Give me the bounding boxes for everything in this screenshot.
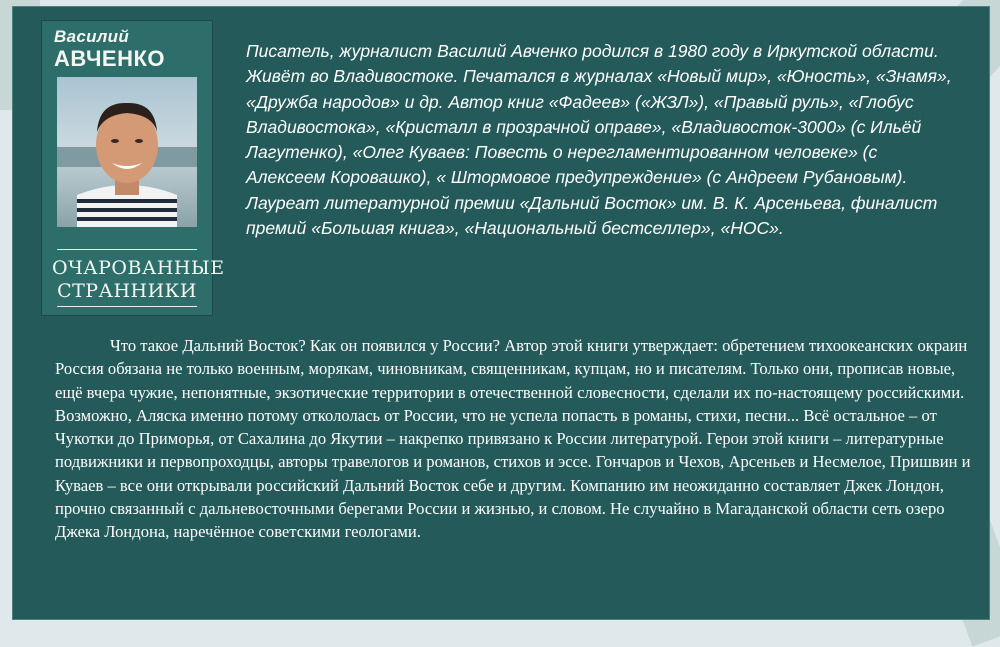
author-bio-text: Писатель, журналист Василий Авченко родился в 1980 году в Иркутской области. Живёт во Владивостоке. Печатался в журналах «Новый мир», «Юность», «Знамя», «Дружба народов» и др. Автор книг «Фадеев» («ЖЗЛ»), «Правый руль», «Глобус Владивостока», «Кристалл в прозрачной оправе», «Владивосток-3000» (с Ильёй Лагутенко), «Олег Куваев: Повесть о нерегламентированном человеке» (с Алексеем Коровашко), « Штормовое предупреждение» (с Андреем Рубановым). Лауреат литературной премии «Дальний Восток» им. В. К. Арсеньева, финалист премий «Большая книга», «Национальный бестселлер», «НОС». xyxy=(246,41,952,239)
cover-divider xyxy=(57,306,197,307)
content-panel xyxy=(12,6,990,620)
cover-title-line2: СТРАННИКИ xyxy=(57,280,197,302)
cover-author-first-name: Василий xyxy=(54,27,130,46)
book-description-text: Что такое Дальний Восток? Как он появился у России? Автор этой книги утверждает: обретением тихоокеанских окраин Россия обязана не только военным, морякам, чиновникам, священникам, купцам, но и писателям. Только они, прописав новые, ещё вчера чужие, непонятные, экзотические территории в отечественной словесности, сделали их по-настоящему российскими. Возможно, Аляска именно потому откололась от России, что не успела попасть в романы, стихи, песни... Всё остальное – от Чукотки до Приморья, от Сахалина до Якутии – накрепко привязано к России литературой. Герои этой книги – литературные подвижники и первопроходцы, авторы травелогов и романов, стихов и эссе. Гончаров и Чехов, Арсеньев и Несмелое, Пришвин и Куваев – все они открывали российский Дальний Восток себе и другим. Компанию им неожиданно составляет Джек Лондон, прочно связанный с дальневосточными берегами России и жизнью, и словом. Не случайно в Магаданской области сеть озеро Джека Лондона, наречённое советскими геологами. xyxy=(55,336,971,542)
cover-divider xyxy=(57,249,197,250)
cover-title-line1: ОЧАРОВАННЫЕ xyxy=(52,257,225,279)
book-cover xyxy=(42,21,225,315)
author-photo xyxy=(57,77,197,227)
author-portrait-image xyxy=(57,77,197,227)
cover-author-last-name: АВЧЕНКО xyxy=(54,46,165,71)
